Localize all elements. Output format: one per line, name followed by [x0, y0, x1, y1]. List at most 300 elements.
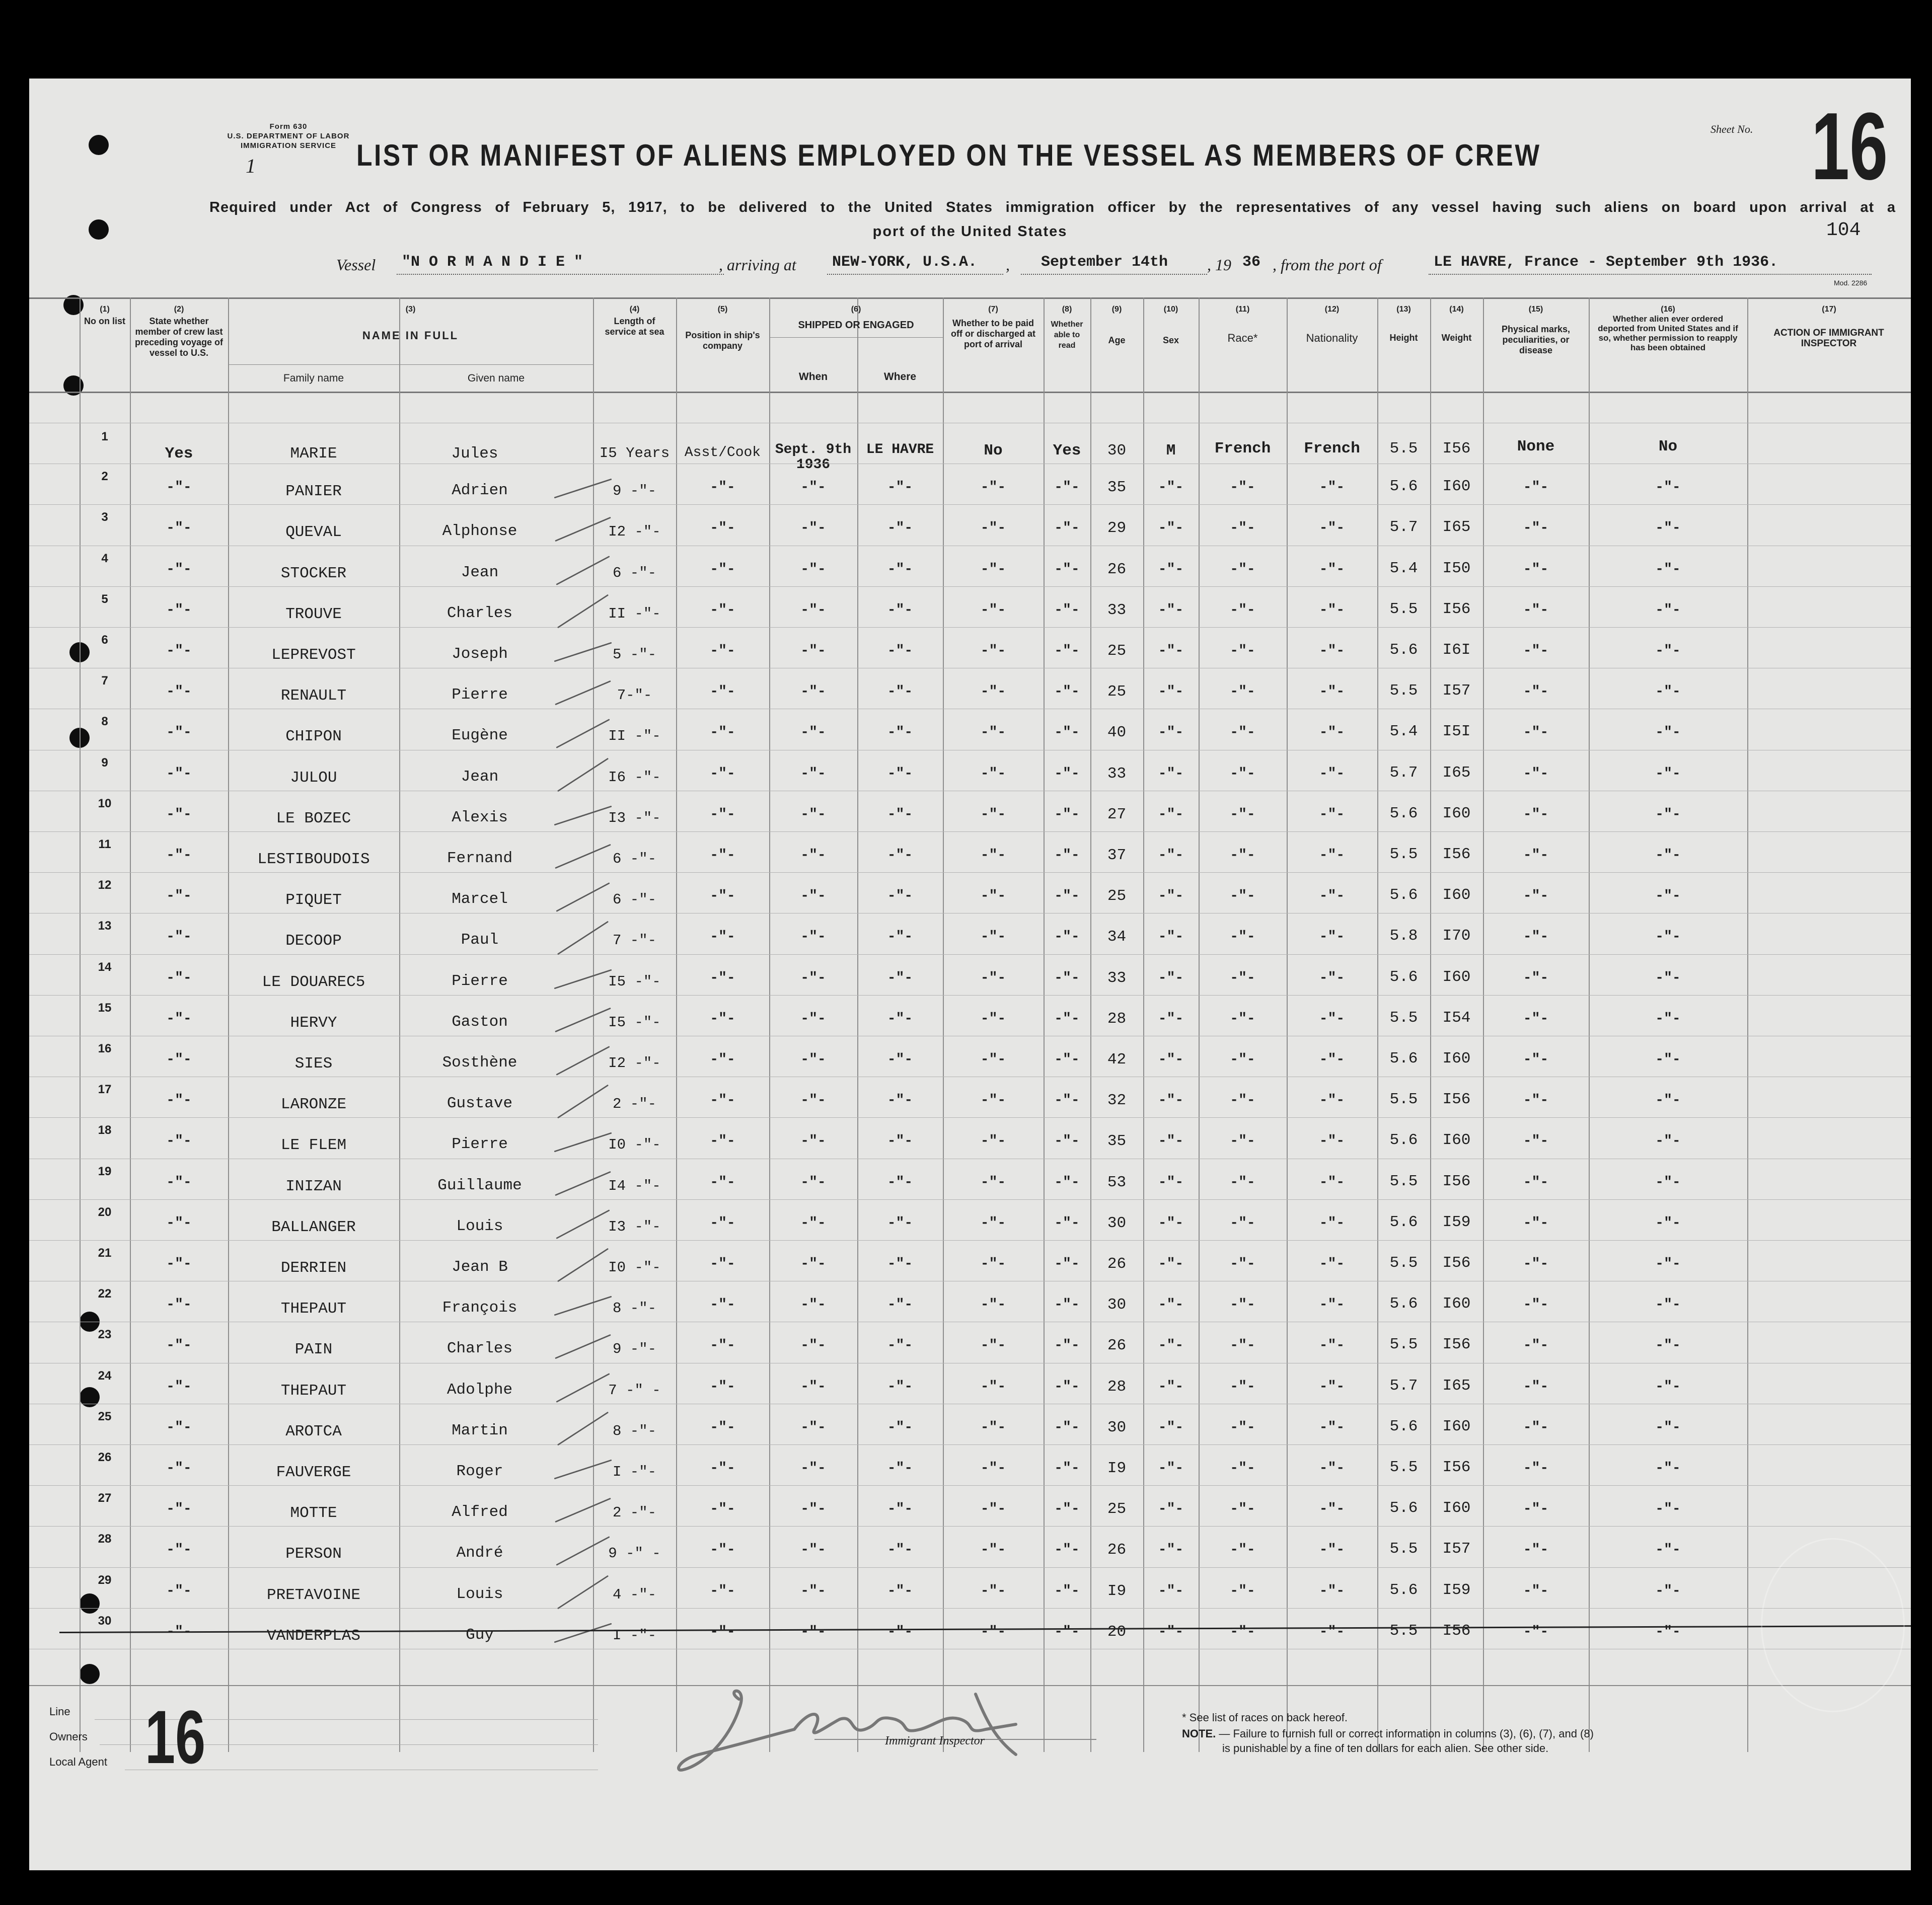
col3-number: (3) [405, 305, 416, 314]
physical-marks: -"- [1523, 1379, 1549, 1395]
weight: I56 [1442, 1336, 1471, 1354]
race: -"- [1230, 806, 1255, 822]
shipped-where: -"- [887, 1052, 913, 1068]
physical-marks: -"- [1523, 806, 1549, 822]
sex: M [1166, 442, 1176, 460]
family-name: FAUVERGE [276, 1464, 351, 1481]
fine-note [1182, 1726, 1594, 1756]
nationality: -"- [1319, 1215, 1345, 1231]
nationality: French [1304, 440, 1360, 458]
given-name: Jules [451, 445, 498, 463]
shipped-where: -"- [887, 1624, 913, 1640]
position: -"- [710, 1542, 735, 1558]
col9-number: (9) [1111, 305, 1122, 314]
col17-number: (17) [1822, 305, 1836, 314]
able-to-read: -"- [1054, 520, 1080, 537]
able-to-read: -"- [1054, 1501, 1080, 1517]
family-name: TROUVE [285, 605, 342, 623]
sex: -"- [1158, 643, 1184, 659]
family-name: PRETAVOINE [266, 1586, 361, 1604]
footer-sheet-number: 16 [145, 1695, 206, 1779]
physical-marks: None [1517, 438, 1555, 455]
position: -"- [710, 1501, 735, 1517]
col11-number: (11) [1235, 305, 1250, 314]
family-name: AROTCA [285, 1422, 342, 1440]
nationality: -"- [1319, 561, 1345, 577]
able-to-read: -"- [1054, 1583, 1080, 1599]
col10-header: Sex [1162, 335, 1179, 345]
shipped-where: -"- [887, 929, 913, 945]
col12-number: (12) [1324, 305, 1340, 314]
weight: I54 [1442, 1009, 1471, 1027]
age: 28 [1107, 1010, 1127, 1028]
when-header: When [798, 371, 828, 383]
height: 5.6 [1389, 1213, 1418, 1231]
able-to-read: -"- [1054, 1624, 1080, 1640]
sex: -"- [1158, 1052, 1184, 1068]
height: 5.5 [1389, 1091, 1418, 1109]
previous-voyage: -"- [166, 1461, 192, 1476]
family-name: PANIER [285, 483, 342, 501]
position: -"- [710, 1461, 735, 1476]
shipped-when: -"- [800, 520, 826, 537]
deported: -"- [1655, 766, 1681, 782]
shipped-where: -"- [887, 480, 913, 496]
given-name: Alfred [452, 1503, 508, 1521]
weight: I56 [1442, 1459, 1471, 1476]
race: -"- [1230, 1215, 1255, 1231]
able-to-read: -"- [1054, 684, 1080, 700]
paid-off: No [984, 442, 1003, 460]
shipped-when: -"- [800, 1501, 826, 1517]
shipped-where: -"- [887, 561, 913, 577]
family-name: BALLANGER [271, 1218, 356, 1236]
race: -"- [1230, 1338, 1255, 1354]
paid-off: -"- [980, 806, 1006, 822]
deported: -"- [1655, 888, 1681, 904]
able-to-read: -"- [1054, 848, 1080, 863]
family-name: LEPREVOST [271, 646, 356, 664]
age: 33 [1107, 969, 1127, 987]
able-to-read: -"- [1054, 1297, 1080, 1313]
race: -"- [1230, 848, 1255, 863]
previous-voyage: -"- [166, 1379, 192, 1395]
race: -"- [1230, 929, 1255, 945]
shipped-when: -"- [800, 970, 826, 986]
position: -"- [710, 1011, 735, 1027]
race: -"- [1230, 602, 1255, 618]
physical-marks: -"- [1523, 725, 1549, 741]
sex: -"- [1158, 520, 1184, 537]
paid-off: -"- [980, 1542, 1006, 1558]
service-length: 6 -"- [612, 564, 656, 581]
height: 5.5 [1389, 1459, 1418, 1476]
family-name: DECOOP [285, 932, 342, 950]
row-number: 8 [101, 715, 108, 729]
deported: -"- [1655, 1501, 1681, 1517]
family-name: VANDERPLAS [266, 1627, 361, 1645]
given-name: Eugène [452, 727, 508, 745]
previous-voyage: -"- [166, 725, 192, 741]
service-length: 9 -"- [612, 1341, 656, 1358]
age: 34 [1107, 928, 1127, 946]
previous-voyage: Yes [165, 445, 193, 463]
physical-marks: -"- [1523, 480, 1549, 496]
previous-voyage: -"- [166, 1542, 192, 1558]
shipped-where: -"- [887, 848, 913, 863]
age: 37 [1107, 847, 1127, 864]
sex: -"- [1158, 1297, 1184, 1313]
physical-marks: -"- [1523, 520, 1549, 537]
physical-marks: -"- [1523, 684, 1549, 700]
row-number: 6 [101, 633, 108, 647]
age: 32 [1107, 1092, 1127, 1110]
nationality: -"- [1319, 848, 1345, 863]
from-port-label: , from the port of [1273, 256, 1382, 274]
family-name: PAIN [294, 1341, 333, 1359]
age: 35 [1107, 479, 1127, 497]
deported: -"- [1655, 1542, 1681, 1558]
family-name: THEPAUT [280, 1300, 347, 1318]
deported: -"- [1655, 1624, 1681, 1640]
physical-marks: -"- [1523, 888, 1549, 904]
nationality: -"- [1319, 1256, 1345, 1272]
position: -"- [710, 1379, 735, 1395]
row-number: 21 [98, 1246, 112, 1260]
sheet-number: 16 [1811, 93, 1888, 200]
shipped-where: -"- [887, 1461, 913, 1476]
able-to-read: -"- [1054, 1338, 1080, 1354]
able-to-read: -"- [1054, 1133, 1080, 1150]
age: 25 [1107, 1500, 1127, 1518]
sex: -"- [1158, 929, 1184, 945]
race: -"- [1230, 684, 1255, 700]
shipped-where: -"- [887, 766, 913, 782]
shipped-when: -"- [800, 1133, 826, 1150]
previous-voyage: -"- [166, 1419, 192, 1435]
service-name: IMMIGRATION SERVICE [240, 141, 337, 150]
race: -"- [1230, 970, 1255, 986]
weight: I65 [1442, 764, 1471, 782]
weight: I56 [1442, 600, 1471, 618]
requirement-text: Required under Act of Congress of February 5, 1917, to be delivered to the United States immigration officer by the representatives of any vessel having such aliens on board upon arrival at a [209, 199, 1896, 215]
height: 5.6 [1389, 1417, 1418, 1435]
service-length: II -"- [608, 605, 661, 622]
physical-marks: -"- [1523, 1542, 1549, 1558]
shipped-where: -"- [887, 725, 913, 741]
weight: I56 [1442, 1091, 1471, 1109]
race: -"- [1230, 1379, 1255, 1395]
given-name: Pierre [452, 1135, 508, 1154]
departure-info: LE HAVRE, France - September 9th 1936. [1434, 254, 1778, 271]
family-name-header: Family name [283, 372, 344, 384]
sex: -"- [1158, 1419, 1184, 1435]
shipped-when: -"- [800, 480, 826, 496]
nationality: -"- [1319, 1338, 1345, 1354]
nationality: -"- [1319, 1501, 1345, 1517]
sex: -"- [1158, 1501, 1184, 1517]
note-line-1: — Failure to furnish full or correct information in columns (3), (6), (7), and (8) [1219, 1727, 1594, 1740]
sex: -"- [1158, 1011, 1184, 1027]
shipped-when: -"- [800, 888, 826, 904]
family-name: STOCKER [280, 564, 347, 582]
height: 5.6 [1389, 1581, 1418, 1599]
position: -"- [710, 602, 735, 618]
col4-header: Length of service at sea [605, 316, 664, 337]
age: 27 [1107, 805, 1127, 823]
paid-off: -"- [980, 1215, 1006, 1231]
handwritten-mark: 1 [246, 155, 256, 177]
race: French [1214, 440, 1271, 458]
family-name: QUEVAL [285, 523, 342, 542]
age: 25 [1107, 683, 1127, 701]
shipped-when: -"- [800, 561, 826, 577]
height: 5.7 [1389, 518, 1418, 537]
col10-number: (10) [1163, 305, 1178, 314]
position: -"- [710, 848, 735, 863]
punch-hole [80, 1664, 100, 1684]
col16-number: (16) [1661, 305, 1675, 314]
previous-voyage: -"- [166, 602, 192, 618]
given-name: Adrien [452, 482, 508, 500]
age: 42 [1107, 1051, 1127, 1069]
given-name: Louis [456, 1585, 503, 1603]
deported: -"- [1655, 1011, 1681, 1027]
weight: I5I [1442, 723, 1471, 741]
height: 5.6 [1389, 478, 1418, 496]
col8-number: (8) [1062, 305, 1072, 314]
nationality: -"- [1319, 1542, 1345, 1558]
height: 5.5 [1389, 440, 1418, 458]
race: -"- [1230, 1133, 1255, 1150]
position: -"- [710, 643, 735, 659]
able-to-read: -"- [1054, 1052, 1080, 1068]
row-number: 17 [98, 1083, 112, 1097]
height: 5.6 [1389, 1295, 1418, 1313]
able-to-read: -"- [1054, 1215, 1080, 1231]
age: 26 [1107, 1337, 1127, 1355]
owners-label: Owners [49, 1730, 88, 1743]
paid-off: -"- [980, 725, 1006, 741]
physical-marks: -"- [1523, 1461, 1549, 1476]
sex: -"- [1158, 684, 1184, 700]
shipped-when: -"- [800, 1542, 826, 1558]
family-name: PIQUET [285, 891, 342, 909]
able-to-read: -"- [1054, 561, 1080, 577]
page-title: LIST OR MANIFEST OF ALIENS EMPLOYED ON THE VESSEL AS MEMBERS OF CREW [356, 138, 1541, 172]
height: 5.5 [1389, 682, 1418, 700]
line-label: Line [49, 1705, 70, 1718]
weight: I56 [1442, 846, 1471, 863]
position: -"- [710, 888, 735, 904]
physical-marks: -"- [1523, 1215, 1549, 1231]
position: -"- [710, 1297, 735, 1313]
shipped-where: -"- [887, 602, 913, 618]
service-length: I0 -"- [608, 1259, 661, 1276]
able-to-read: -"- [1054, 1542, 1080, 1558]
nationality: -"- [1319, 520, 1345, 537]
given-name: Sosthène [442, 1054, 517, 1072]
age: 30 [1107, 1296, 1127, 1314]
previous-voyage: -"- [166, 561, 192, 577]
physical-marks: -"- [1523, 1052, 1549, 1068]
shipped-when: -"- [800, 1297, 826, 1313]
position: -"- [710, 929, 735, 945]
physical-marks: -"- [1523, 1133, 1549, 1150]
paid-off: -"- [980, 888, 1006, 904]
shipped-when: -"- [800, 848, 826, 863]
physical-marks: -"- [1523, 766, 1549, 782]
previous-voyage: -"- [166, 1624, 192, 1640]
row-number: 19 [98, 1164, 112, 1178]
paid-off: -"- [980, 848, 1006, 863]
given-name: Pierre [452, 686, 508, 704]
race: -"- [1230, 725, 1255, 741]
paid-off: -"- [980, 1052, 1006, 1068]
shipped-where: LE HAVRE [866, 442, 934, 458]
row-number: 16 [98, 1042, 112, 1055]
nationality: -"- [1319, 1052, 1345, 1068]
paid-off: -"- [980, 684, 1006, 700]
col6-header: SHIPPED OR ENGAGED [798, 320, 914, 331]
given-name: Jean [461, 563, 499, 581]
height: 5.5 [1389, 1009, 1418, 1027]
col8-header: Whether able to read [1051, 320, 1083, 350]
col2-header: State whether member of crew last preceding voyage of vessel to U.S. [134, 316, 224, 358]
sex: -"- [1158, 480, 1184, 496]
where-header: Where [883, 371, 917, 383]
previous-voyage: -"- [166, 970, 192, 986]
shipped-when: -"- [800, 929, 826, 945]
race: -"- [1230, 643, 1255, 659]
row-number: 28 [98, 1532, 112, 1546]
able-to-read: -"- [1054, 1174, 1080, 1190]
position: Asst/Cook [684, 445, 761, 461]
previous-voyage: -"- [166, 1174, 192, 1190]
height: 5.5 [1389, 1622, 1418, 1640]
nationality: -"- [1319, 1297, 1345, 1313]
manifest-sheet [29, 79, 1911, 1870]
able-to-read: -"- [1054, 643, 1080, 659]
physical-marks: -"- [1523, 602, 1549, 618]
col1-header: No on list [84, 316, 125, 326]
previous-voyage: -"- [166, 480, 192, 496]
deported: -"- [1655, 1338, 1681, 1354]
able-to-read: -"- [1054, 480, 1080, 496]
position: -"- [710, 561, 735, 577]
punch-hole [80, 1593, 100, 1614]
shipped-when: -"- [800, 806, 826, 822]
paid-off: -"- [980, 480, 1006, 496]
arrival-date: September 14th [1041, 254, 1168, 271]
nationality: -"- [1319, 806, 1345, 822]
shipped-when: -"- [800, 1583, 826, 1599]
weight: I56 [1442, 1172, 1471, 1190]
shipped-year: 1936 [796, 457, 831, 473]
note-line-2: is punishable by a fine of ten dollars for each alien. See other side. [1222, 1742, 1549, 1755]
service-length: 5 -"- [612, 646, 656, 663]
sex: -"- [1158, 970, 1184, 986]
paid-off: -"- [980, 602, 1006, 618]
shipped-when: -"- [800, 684, 826, 700]
family-name: HERVY [290, 1014, 337, 1032]
previous-voyage: -"- [166, 929, 192, 945]
shipped-where: -"- [887, 1133, 913, 1150]
position: -"- [710, 725, 735, 741]
row-number: 14 [98, 960, 112, 974]
row-number: 3 [101, 510, 108, 524]
weight: I60 [1442, 804, 1471, 822]
previous-voyage: -"- [166, 806, 192, 822]
age: 26 [1107, 1541, 1127, 1559]
department-name: U.S. DEPARTMENT OF LABOR [227, 132, 350, 140]
shipped-where: -"- [887, 888, 913, 904]
paid-off: -"- [980, 1624, 1006, 1640]
shipped-where: -"- [887, 1501, 913, 1517]
position: -"- [710, 1215, 735, 1231]
shipped-where: -"- [887, 1297, 913, 1313]
service-length: I -"- [612, 1464, 656, 1480]
deported: -"- [1655, 643, 1681, 659]
shipped-when: -"- [800, 1379, 826, 1395]
weight: I50 [1442, 559, 1471, 577]
paid-off: -"- [980, 929, 1006, 945]
shipped-where: -"- [887, 643, 913, 659]
shipped-where: -"- [887, 806, 913, 822]
weight: I60 [1442, 968, 1471, 986]
nationality: -"- [1319, 970, 1345, 986]
race: -"- [1230, 1174, 1255, 1190]
service-length: I5 Years [599, 445, 670, 462]
height: 5.7 [1389, 764, 1418, 782]
height: 5.5 [1389, 1540, 1418, 1558]
weight: I56 [1442, 440, 1471, 458]
service-length: I5 -"- [608, 973, 661, 990]
weight: I57 [1442, 682, 1471, 700]
physical-marks: -"- [1523, 1011, 1549, 1027]
sex: -"- [1158, 848, 1184, 863]
shipped-where: -"- [887, 1215, 913, 1231]
family-name: LE BOZEC [276, 809, 351, 827]
shipped-when: -"- [800, 1052, 826, 1068]
row-number: 13 [98, 919, 112, 933]
height: 5.6 [1389, 1131, 1418, 1150]
physical-marks: -"- [1523, 1583, 1549, 1599]
row-number: 20 [98, 1205, 112, 1219]
paid-off: -"- [980, 1338, 1006, 1354]
deported: -"- [1655, 1052, 1681, 1068]
deported: -"- [1655, 1419, 1681, 1435]
weight: I70 [1442, 927, 1471, 945]
service-length: I3 -"- [608, 809, 661, 826]
col9-header: Age [1108, 335, 1126, 345]
height: 5.6 [1389, 641, 1418, 659]
row-number: 7 [101, 674, 108, 688]
service-length: I4 -"- [608, 1177, 661, 1194]
height: 5.6 [1389, 804, 1418, 822]
previous-voyage: -"- [166, 848, 192, 863]
service-length: 2 -"- [612, 1096, 656, 1113]
deported: -"- [1655, 725, 1681, 741]
deported: -"- [1655, 1297, 1681, 1313]
age: 30 [1107, 1214, 1127, 1232]
shipped-where: -"- [887, 1338, 913, 1354]
nationality: -"- [1319, 1583, 1345, 1599]
family-name: RENAULT [280, 687, 347, 705]
sex: -"- [1158, 1542, 1184, 1558]
shipped-when: -"- [800, 1419, 826, 1435]
races-note: * See list of races on back hereof. [1182, 1711, 1348, 1724]
